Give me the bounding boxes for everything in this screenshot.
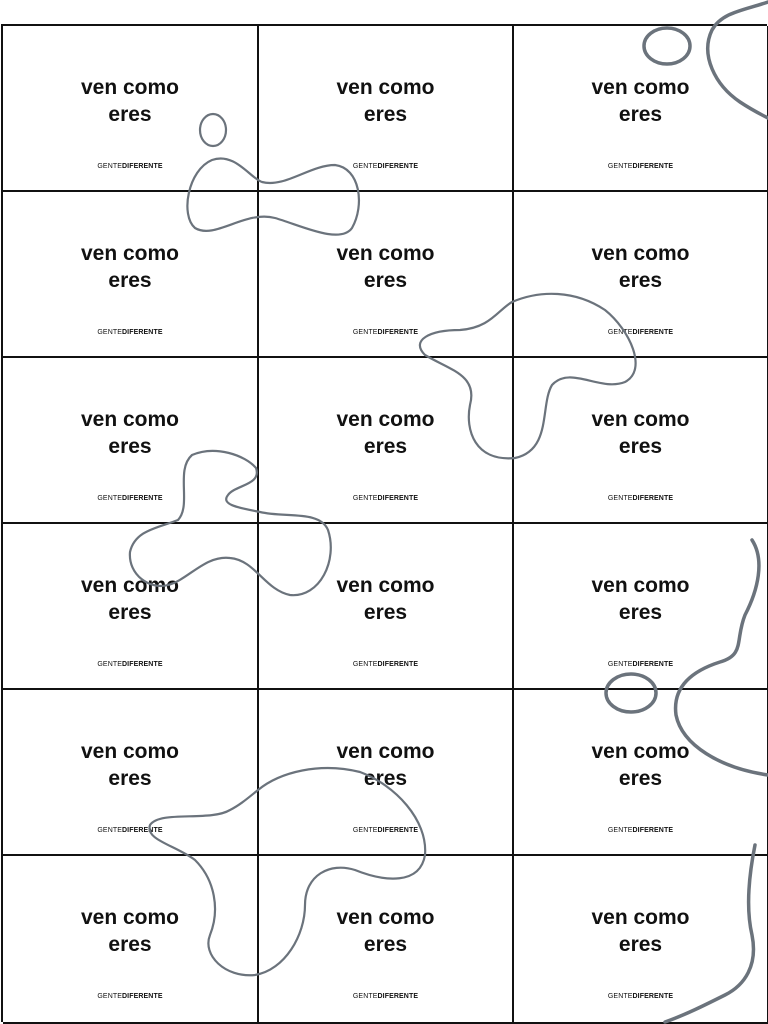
slogan-line-2: eres [363, 103, 408, 126]
slogan-line-2: eres [618, 269, 663, 292]
card-slogan [3, 406, 257, 460]
slogan-line-2: eres [363, 767, 408, 790]
slogan-line-1: ven como [336, 574, 435, 597]
brand-bold: DIFERENTE [632, 827, 674, 834]
card-slogan [259, 738, 512, 792]
card-slogan [259, 904, 512, 958]
slogan-line-2: eres [108, 933, 152, 956]
brand-logo [259, 993, 512, 1000]
brand-bold: DIFERENTE [122, 661, 163, 668]
brand-bold: DIFERENTE [122, 827, 163, 834]
slogan-line-2: eres [108, 767, 152, 790]
slogan-line-2: eres [618, 103, 663, 126]
brand-logo [514, 495, 767, 502]
brand-light: GENTE [607, 329, 633, 336]
brand-logo [259, 329, 512, 336]
card-slogan [514, 240, 767, 294]
brand-bold: DIFERENTE [122, 163, 163, 170]
card-slogan [3, 738, 257, 792]
brand-bold: DIFERENTE [377, 993, 419, 1000]
brand-bold: DIFERENTE [122, 993, 163, 1000]
promo-card [514, 690, 768, 856]
slogan-line-1: ven como [80, 574, 180, 597]
brand-bold: DIFERENTE [377, 495, 419, 502]
brand-bold: DIFERENTE [632, 163, 674, 170]
slogan-line-2: eres [618, 933, 663, 956]
brand-logo [259, 163, 512, 170]
brand-logo [3, 827, 257, 834]
brand-logo [514, 329, 767, 336]
promo-card [259, 358, 514, 524]
brand-bold: DIFERENTE [122, 495, 163, 502]
brand-light: GENTE [607, 163, 633, 170]
brand-light: GENTE [352, 827, 378, 834]
brand-light: GENTE [607, 993, 633, 1000]
brand-logo [3, 329, 257, 336]
promo-card [259, 690, 514, 856]
promo-card [514, 856, 768, 1024]
brand-light: GENTE [607, 495, 633, 502]
card-slogan [259, 406, 512, 460]
slogan-line-2: eres [108, 601, 152, 624]
brand-bold: DIFERENTE [377, 163, 419, 170]
brand-bold: DIFERENTE [377, 827, 419, 834]
brand-bold: DIFERENTE [632, 329, 674, 336]
brand-logo [259, 495, 512, 502]
brand-logo [514, 993, 767, 1000]
slogan-line-1: ven como [80, 242, 180, 265]
card-slogan [514, 74, 767, 128]
slogan-line-1: ven como [336, 740, 435, 763]
brand-logo [259, 827, 512, 834]
brand-logo [514, 163, 767, 170]
slogan-line-1: ven como [80, 906, 180, 929]
slogan-line-2: eres [108, 103, 152, 126]
card-slogan [259, 240, 512, 294]
brand-light: GENTE [97, 661, 123, 668]
brand-bold: DIFERENTE [122, 329, 163, 336]
promo-card [259, 524, 514, 690]
brand-light: GENTE [97, 329, 123, 336]
slogan-line-1: ven como [336, 906, 435, 929]
slogan-line-2: eres [363, 435, 408, 458]
brand-light: GENTE [607, 827, 633, 834]
brand-logo [3, 495, 257, 502]
card-slogan [514, 406, 767, 460]
slogan-line-1: ven como [336, 76, 435, 99]
card-slogan [3, 572, 257, 626]
brand-bold: DIFERENTE [632, 661, 674, 668]
slogan-line-2: eres [363, 269, 408, 292]
promo-card [514, 26, 768, 192]
brand-logo [514, 827, 767, 834]
slogan-line-1: ven como [591, 906, 690, 929]
slogan-line-1: ven como [80, 76, 180, 99]
promo-card [259, 192, 514, 358]
brand-light: GENTE [97, 163, 123, 170]
brand-bold: DIFERENTE [377, 661, 419, 668]
card-slogan [3, 240, 257, 294]
card-sheet [1, 24, 767, 1022]
brand-light: GENTE [97, 495, 123, 502]
slogan-line-1: ven como [80, 740, 180, 763]
promo-card [3, 358, 259, 524]
brand-logo [514, 661, 767, 668]
promo-card [514, 192, 768, 358]
promo-card [259, 26, 514, 192]
brand-bold: DIFERENTE [377, 329, 419, 336]
card-slogan [3, 904, 257, 958]
brand-logo [3, 661, 257, 668]
brand-light: GENTE [352, 495, 378, 502]
card-slogan [514, 738, 767, 792]
promo-card [259, 856, 514, 1024]
slogan-line-1: ven como [336, 242, 435, 265]
card-slogan [514, 904, 767, 958]
brand-logo [3, 993, 257, 1000]
brand-bold: DIFERENTE [632, 993, 674, 1000]
brand-light: GENTE [97, 827, 123, 834]
slogan-line-2: eres [618, 601, 663, 624]
brand-logo [3, 163, 257, 170]
brand-bold: DIFERENTE [632, 495, 674, 502]
brand-light: GENTE [97, 993, 123, 1000]
slogan-line-2: eres [108, 269, 152, 292]
card-slogan [3, 74, 257, 128]
slogan-line-1: ven como [591, 242, 690, 265]
promo-card [3, 524, 259, 690]
slogan-line-1: ven como [591, 740, 690, 763]
slogan-line-1: ven como [591, 76, 690, 99]
brand-logo [259, 661, 512, 668]
brand-light: GENTE [352, 329, 378, 336]
slogan-line-1: ven como [591, 574, 690, 597]
card-slogan [259, 74, 512, 128]
slogan-line-2: eres [363, 933, 408, 956]
slogan-line-2: eres [618, 435, 663, 458]
slogan-line-2: eres [363, 601, 408, 624]
brand-light: GENTE [607, 661, 633, 668]
slogan-line-1: ven como [336, 408, 435, 431]
card-slogan [514, 572, 767, 626]
promo-card [3, 192, 259, 358]
brand-light: GENTE [352, 993, 378, 1000]
promo-card [514, 358, 768, 524]
promo-card [3, 856, 259, 1024]
slogan-line-2: eres [618, 767, 663, 790]
slogan-line-2: eres [108, 435, 152, 458]
promo-card [514, 524, 768, 690]
promo-card [3, 26, 259, 192]
promo-card [3, 690, 259, 856]
slogan-line-1: ven como [591, 408, 690, 431]
slogan-line-1: ven como [80, 408, 180, 431]
card-slogan [259, 572, 512, 626]
brand-light: GENTE [352, 163, 378, 170]
brand-light: GENTE [352, 661, 378, 668]
